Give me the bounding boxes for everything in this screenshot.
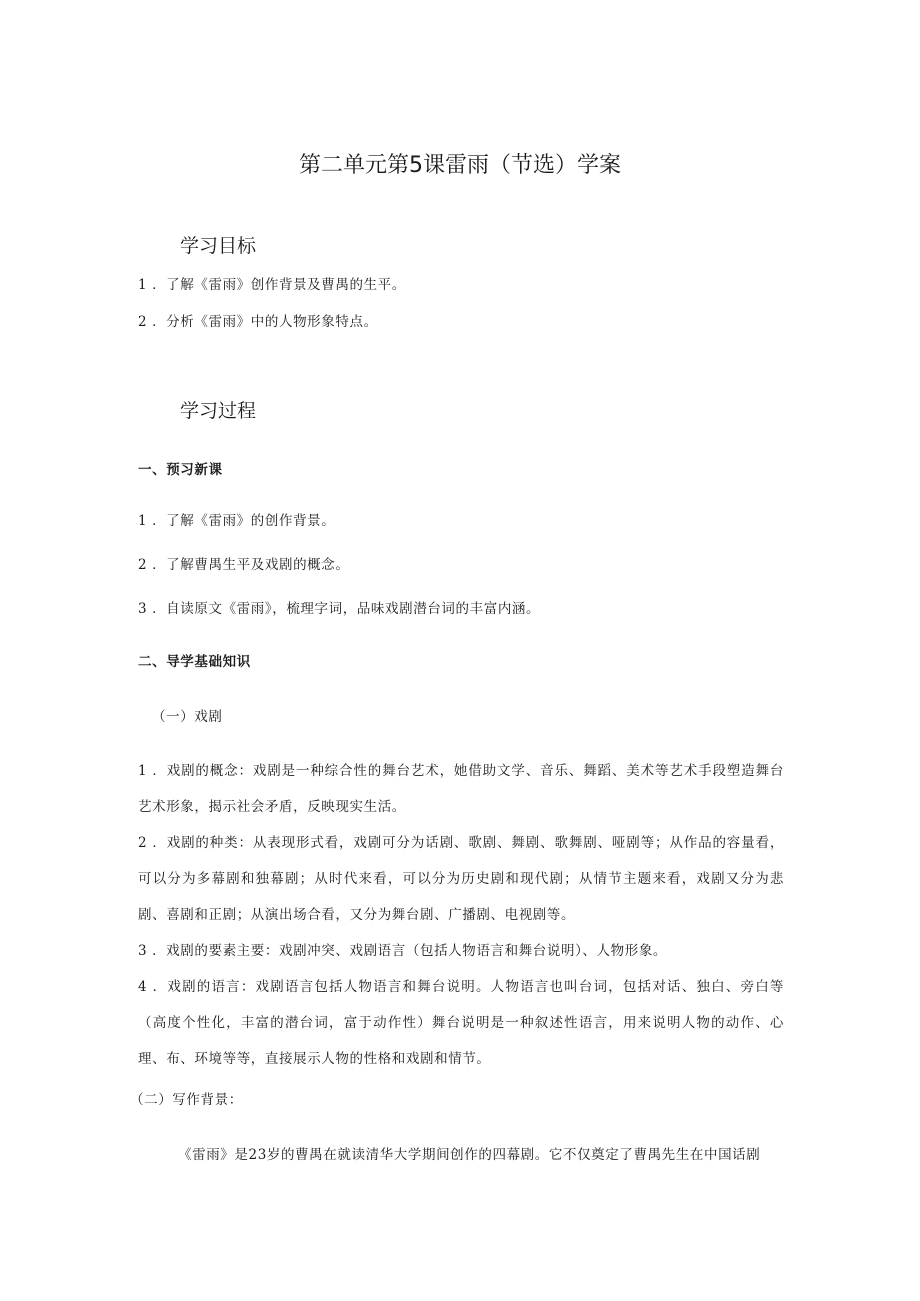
preview-item-3: 3 ．自读原文《雷雨》，梳理字词，品味戏剧潜台词的丰富内涵。 [138, 601, 541, 617]
paragraph-drama-concept: 1 ．戏剧的概念：戏剧是一种综合性的舞台艺术，她借助文学、音乐、舞蹈、美术等艺术手段塑造舞台艺术形象，揭示社会矛盾，反映现实生活。 [138, 763, 784, 815]
objective-item-2: 2 ．分析《雷雨》中的人物形象特点。 [138, 314, 378, 330]
subsection-drama: （一）戏剧 [152, 709, 223, 725]
page-title: 第二单元第5课雷雨（节选）学案 [299, 153, 621, 178]
paragraph-drama-language: 4 ．戏剧的语言：戏剧语言包括人物语言和舞台说明。人物语言也叫台词，包括对话、独白、旁白等（高度个性化，丰富的潜台词，富于动作性）舞台说明是一种叙述性语言，用来说明人物的动作、心理、布、环境等等，直接展示人物的性格和戏剧和情节。 [138, 979, 784, 1067]
basics-heading: 二、导学基础知识 [138, 654, 251, 670]
preview-item-1: 1 ．了解《雷雨》的创作背景。 [138, 513, 336, 529]
preview-item-2: 2 ．了解曹禺生平及戏剧的概念。 [138, 557, 350, 573]
process-heading: 学习过程 [180, 400, 257, 422]
objective-item-1: 1 ．了解《雷雨》创作背景及曹禺的生平。 [138, 277, 406, 293]
paragraph-drama-types: 2 ．戏剧的种类：从表现形式看，戏剧可分为话剧、歌剧、舞剧、歌舞剧、哑剧等；从作品的容量看，可以分为多幕剧和独幕剧；从时代来看，可以分为历史剧和现代剧；从情节主题来看，戏剧又分为悲剧、喜剧和正剧；从演出场合看，又分为舞台剧、广播剧、电视剧等。 [138, 835, 784, 923]
objectives-heading: 学习目标 [180, 235, 257, 257]
paragraph-background: 《雷雨》是23岁的曹禺在就读清华大学期间创作的四幕剧。它不仅奠定了曹禺先生在中国话剧 [178, 1147, 761, 1163]
preview-heading: 一、预习新课 [138, 462, 223, 478]
subsection-background: （二）写作背景： [130, 1092, 243, 1108]
paragraph-drama-elements: 3 ．戏剧的要素主要：戏剧冲突、戏剧语言（包括人物语言和舞台说明）、人物形象。 [138, 943, 668, 959]
